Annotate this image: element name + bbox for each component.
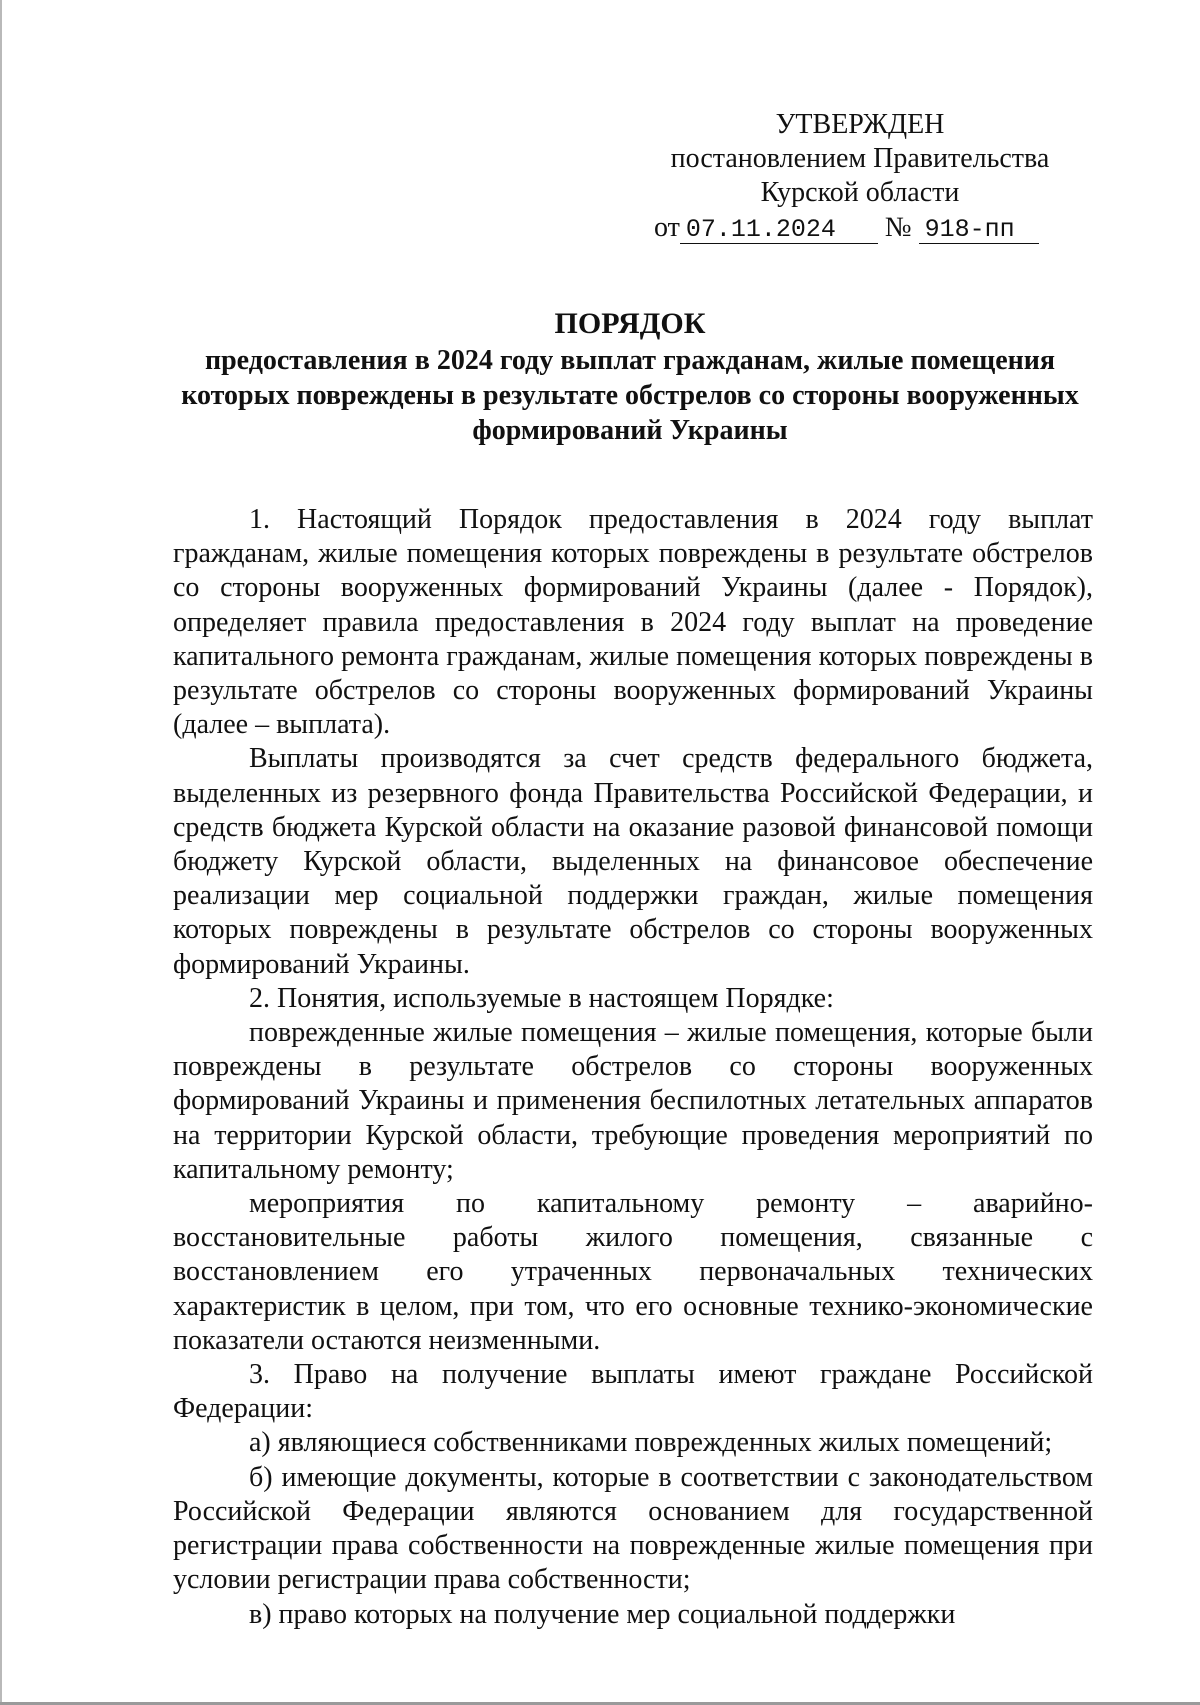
title-subline-1: предоставления в 2024 году выплат гражданам, жилые помещения	[204, 345, 1056, 376]
eligibility-item-v: в) право которых на получение мер социальной поддержки	[249, 1598, 956, 1630]
approval-line-1: постановлением Правительства	[670, 143, 1050, 174]
approval-block	[640, 108, 1080, 245]
approval-heading: УТВЕРЖДЕН	[775, 109, 945, 140]
approval-line-2: Курской области	[760, 177, 960, 208]
definition-damaged-premises: поврежденные жилые помещения – жилые помещения, которые были повреждены в результате обстрелов со стороны вооруженных формирований Украины и применения беспилотных летательных аппаратов на территории Курской области, требующие проведения мероприятий по капитальному ремонту;	[173, 1017, 1093, 1185]
approval-date-line	[640, 211, 1080, 245]
approval-number: 918-пп	[919, 217, 1039, 244]
title-subline-3: формирований Украины	[472, 415, 788, 446]
scan-edge-left	[0, 0, 2, 1705]
number-prefix: №	[884, 212, 912, 243]
document-body	[173, 503, 1093, 1632]
definition-repair-measures: мероприятия по капитальному ремонту – аварийно-восстановительные работы жилого помещения, связанные с восстановлением его утраченных первоначальных технических характеристик в целом, при том, что его основные технико-экономические показатели остаются неизменными.	[173, 1188, 1093, 1356]
paragraph-1: 1. Настоящий Порядок предоставления в 2024 году выплат гражданам, жилые помещения которых повреждены в результате обстрелов со стороны вооруженных формирований Украины (далее - Порядок), определяет правила предоставления в 2024 году выплат на проведение капитального ремонта гражданам, жилые помещения которых повреждены в результате обстрелов со стороны вооруженных формирований Украины (далее – выплата).	[173, 504, 1093, 741]
document-title-block	[140, 306, 1120, 448]
approval-date: 07.11.2024	[680, 217, 878, 244]
paragraph-3: 2. Понятия, используемые в настоящем Порядке:	[249, 982, 834, 1014]
eligibility-item-a: а) являющиеся собственниками поврежденных жилых помещений;	[249, 1427, 1053, 1459]
paragraph-2: Выплаты производятся за счет средств федерального бюджета, выделенных из резервного фонда Правительства Российской Федерации, и средств бюджета Курской области на оказание разовой финансовой помощи бюджету Курской области, выделенных на финансовое обеспечение реализации мер социальной поддержки граждан, жилые помещения которых повреждены в результате обстрелов со стороны вооруженных формирований Украины.	[173, 743, 1093, 980]
date-prefix: от	[654, 212, 680, 243]
paragraph-eligibility: 3. Право на получение выплаты имеют граждане Российской Федерации:	[173, 1359, 1093, 1425]
eligibility-item-b: б) имеющие документы, которые в соответствии с законодательством Российской Федерации являются основанием для государственной регистрации права собственности на поврежденные жилые помещения при условии регистрации права собственности;	[173, 1461, 1093, 1596]
title-subline-2: которых повреждены в результате обстрелов со стороны вооруженных	[181, 380, 1079, 411]
document-title: ПОРЯДОК	[554, 307, 706, 340]
